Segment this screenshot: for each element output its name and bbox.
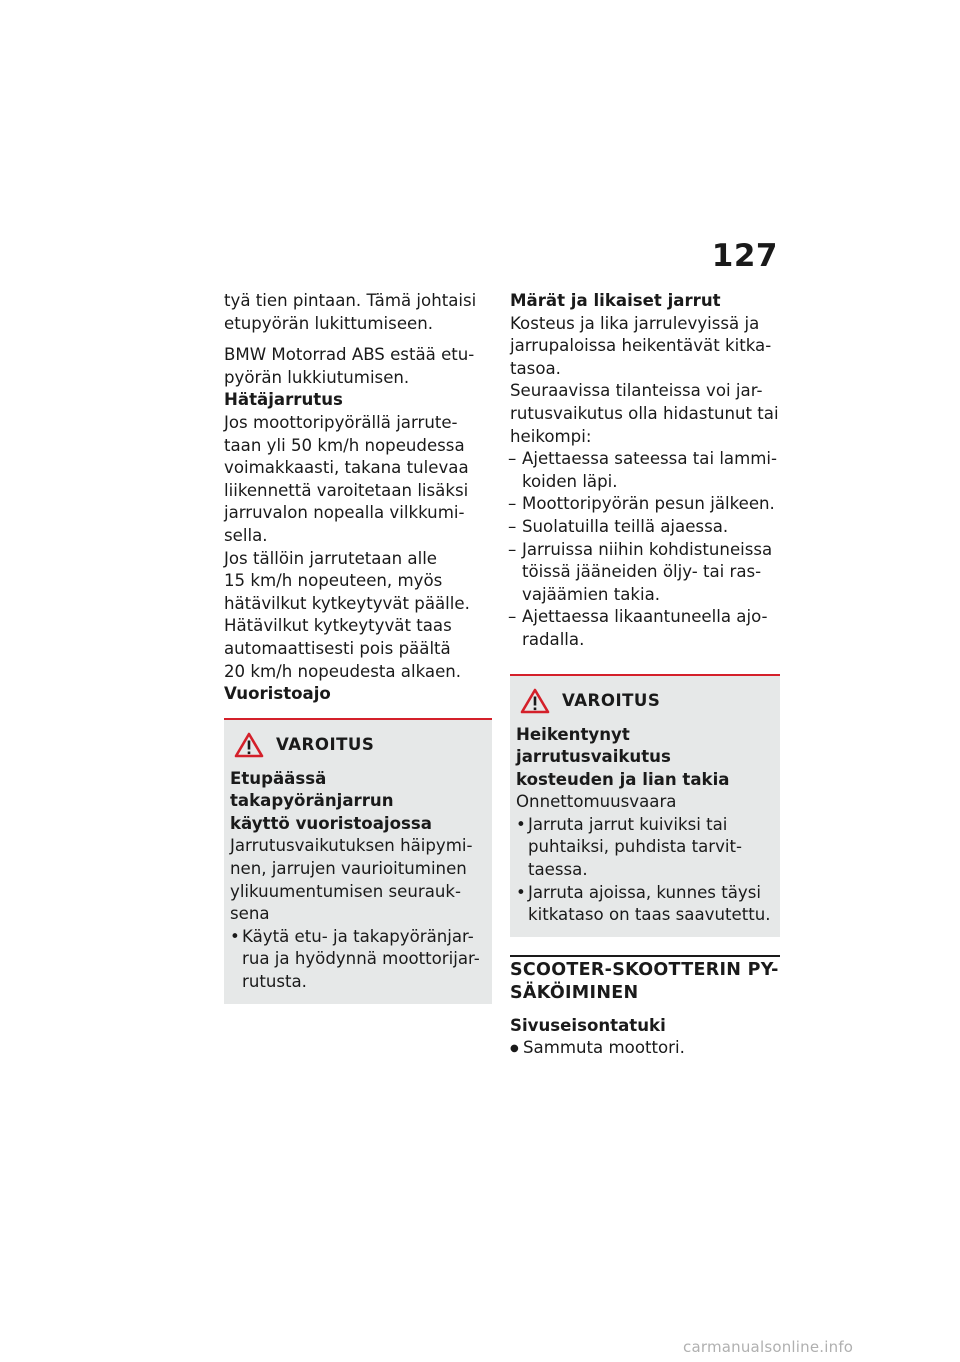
warning-title: Heikentynyt jarrutusvaikutus kosteuden ja lian takia <box>516 724 730 789</box>
heading-mountain-riding: Vuoristoajo <box>224 684 331 704</box>
right-column <box>510 290 780 1060</box>
list-item: – Ajettaessa likaantuneella ajo- radalla. <box>510 606 780 651</box>
footer-watermark: carmanualsonline.info <box>683 1338 854 1356</box>
paragraph-road-surface: tyä tien pintaan. Tämä johtaisi etupyörän lukittumiseen. <box>224 291 477 333</box>
list-item: • Jarruta jarrut kuiviksi tai puhtaiksi, puhdista tarvit- taessa. <box>516 814 773 882</box>
list-item: – Suolatuilla teillä ajaessa. <box>510 516 780 539</box>
heading-emergency-braking: Hätäjarrutus <box>224 390 343 410</box>
page-number: 127 <box>711 238 778 274</box>
warning-box-wet-brakes <box>510 674 780 937</box>
list-item: • Jarruta ajoissa, kunnes täysi kitkataso on taas saavutettu. <box>516 882 773 927</box>
section-title: SCOOTER-SKOOTTERIN PY- SÄKÖIMINEN <box>510 959 779 1003</box>
warning-header <box>234 732 485 758</box>
heading-wet-brakes: Märät ja likaiset jarrut <box>510 291 721 310</box>
warning-header <box>520 688 773 714</box>
warning-label: VAROITUS <box>562 691 661 710</box>
warning-box-mountain <box>224 718 492 1004</box>
warning-title: Etupäässä takapyöränjarrun käyttö vuoristoajossa <box>230 768 432 833</box>
paragraph-abs: BMW Motorrad ABS estää etu- pyörän lukkiutumisen. <box>224 345 475 387</box>
paragraph-moisture: Kosteus ja lika jarrulevyissä ja jarrupaloissa heikentävät kitka- tasoa. <box>510 313 772 378</box>
heading-side-stand: Sivuseisontatuki <box>510 1015 666 1035</box>
list-item: – Moottoripyörän pesun jälkeen. <box>510 493 780 516</box>
list-item: – Jarruissa niihin kohdistuneissa töissä jääneiden öljy- tai ras- vajäämien takia. <box>510 539 780 607</box>
left-column <box>224 290 492 1004</box>
situation-list <box>510 448 780 651</box>
list-item: – Ajettaessa sateessa tai lammi- koiden läpi. <box>510 448 780 493</box>
warning-description: Jarrutusvaikutuksen häipymi- nen, jarrujen vaurioituminen ylikuumentumisen seurauk- sena <box>230 836 473 924</box>
warning-triangle-icon <box>520 688 550 714</box>
warning-triangle-icon <box>234 732 264 758</box>
warning-bullets <box>516 814 773 927</box>
warning-description: Onnettomuusvaara <box>516 792 677 812</box>
list-item: ● Sammuta moottori. <box>510 1037 780 1060</box>
side-stand-steps <box>510 1037 780 1060</box>
paragraph-hazard-lights: Jos tällöin jarrutetaan alle 15 km/h nopeuteen, myös hätävilkut kytkeytyvät päälle. Hätävilkut kytkeytyvät taas automaattisesti pois päältä 20 km/h nopeudesta alkaen. <box>224 548 470 681</box>
list-item: • Käytä etu- ja takapyöränjar- rua ja hyödynnä moottorijar- rutusta. <box>230 926 485 994</box>
paragraph-brake-light: Jos moottoripyörällä jarrute- taan yli 50 km/h nopeudessa voimakkaasti, takana tulevaa liikennettä varoitetaan lisäksi jarruvalon nopealla vilkkumi- sella. <box>224 412 469 545</box>
warning-label: VAROITUS <box>276 735 375 755</box>
warning-bullets <box>230 926 485 994</box>
section-scooter-parking <box>510 955 780 1005</box>
paragraph-situations: Seuraavissa tilanteissa voi jar- rutusvaikutus olla hidastunut tai heikompi: <box>510 381 779 446</box>
